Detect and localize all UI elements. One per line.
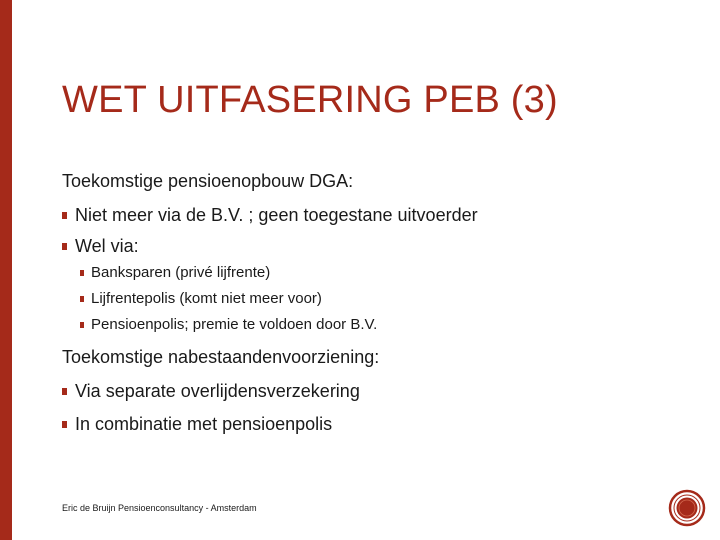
sub-bullet-marker-icon (80, 296, 84, 302)
circular-logo-icon (668, 489, 706, 527)
bullet-item (62, 205, 478, 226)
sub-bullet-item (80, 316, 377, 333)
bullet-text: Wel via: (75, 236, 139, 256)
bullet-item (62, 236, 139, 257)
bullet-text: In combinatie met pensioenpolis (75, 414, 333, 434)
accent-side-bar (0, 0, 12, 540)
section-heading-pension-build-up: Toekomstige pensioenopbouw DGA: (62, 171, 354, 191)
sub-bullet-item (80, 290, 322, 307)
bullet-item (62, 381, 360, 402)
bullet-text: Niet meer via de B.V. ; geen toegestane uitvoerder (75, 205, 478, 225)
sub-bullet-text: Banksparen (privé lijfrente) (91, 264, 271, 281)
sub-bullet-text: Pensioenpolis; premie te voldoen door B.V. (91, 316, 378, 333)
sub-bullet-marker-icon (80, 270, 84, 276)
section-heading-survivor-provision: Toekomstige nabestaandenvoorziening: (62, 347, 380, 367)
footer-text: Eric de Bruijn Pensioenconsultancy - Amsterdam (62, 503, 257, 513)
bullet-marker-icon (62, 388, 67, 395)
sub-bullet-marker-icon (80, 322, 84, 328)
bullet-marker-icon (62, 212, 67, 219)
bullet-item (62, 414, 332, 435)
bullet-marker-icon (62, 421, 67, 428)
sub-bullet-text: Lijfrentepolis (komt niet meer voor) (91, 290, 322, 307)
slide-title: WET UITFASERING PEB (3) (62, 79, 558, 121)
sub-bullet-item (80, 264, 270, 281)
bullet-marker-icon (62, 243, 67, 250)
bullet-text: Via separate overlijdensverzekering (75, 381, 360, 401)
